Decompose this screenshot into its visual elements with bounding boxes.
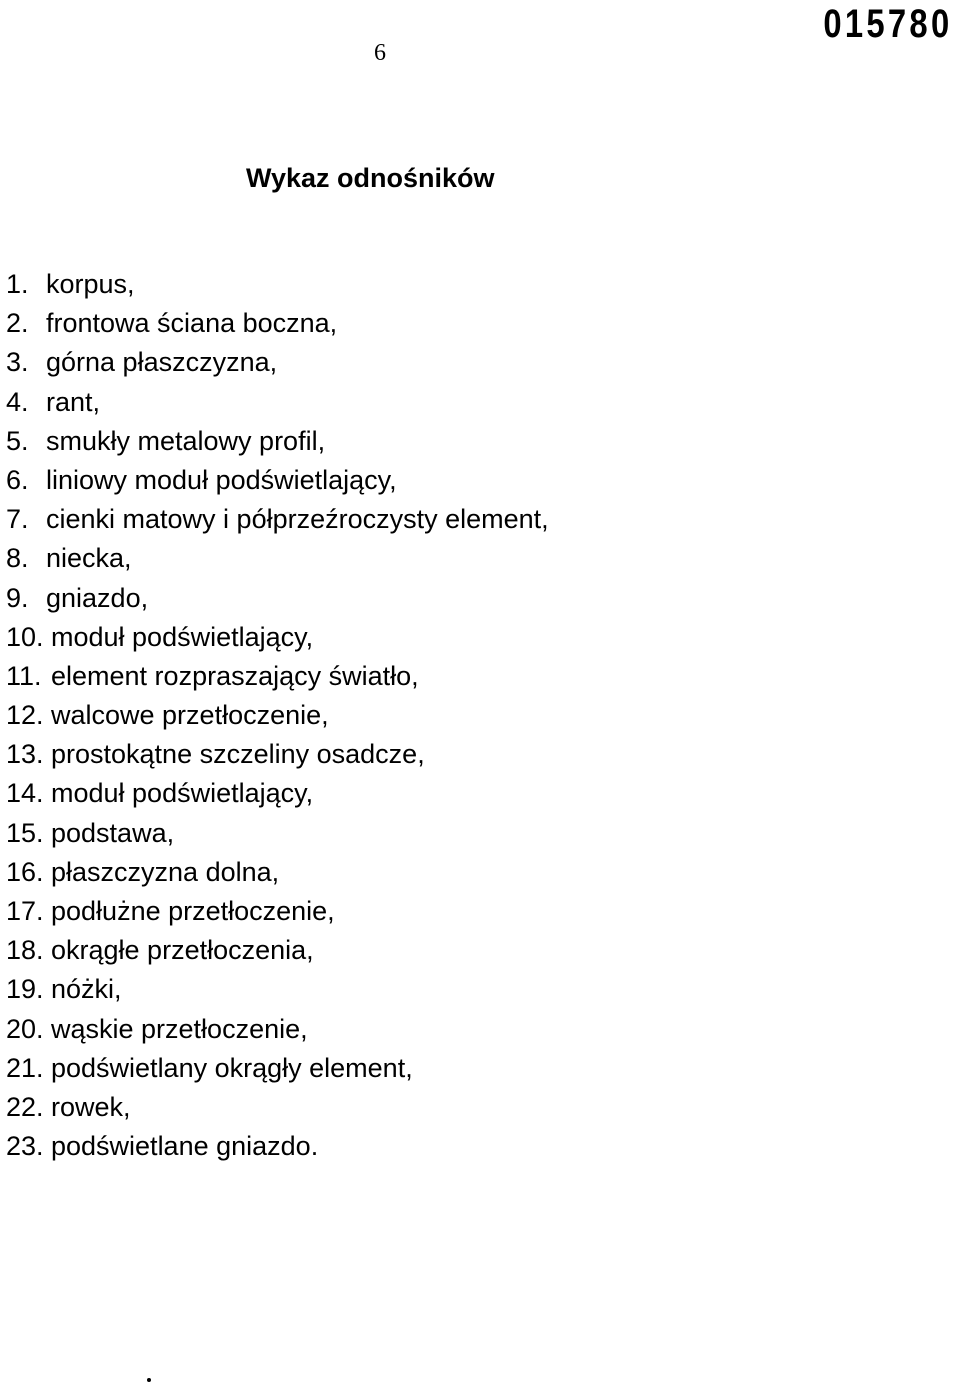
list-item-number: 11. (6, 660, 42, 691)
list-item-number: 9. (6, 582, 29, 613)
list-item (6, 579, 549, 618)
list-item (6, 1010, 549, 1049)
list-item-text: rant, (46, 386, 101, 417)
list-item (6, 383, 549, 422)
list-item-text: podłużne przetłoczenie, (51, 896, 335, 926)
list-item (6, 774, 549, 813)
list-item-number: 18. (6, 935, 44, 966)
list-item-number: 13. (6, 739, 44, 770)
list-item (6, 1088, 549, 1127)
list-item-number: 12. (6, 700, 44, 731)
list-item-number: 14. (6, 778, 44, 809)
list-item-number: 6. (6, 464, 29, 495)
list-item (6, 618, 549, 657)
stray-dot-mark (147, 1378, 151, 1382)
list-item-number: 17. (6, 896, 44, 926)
list-item-number: 21. (6, 1052, 44, 1083)
list-item (6, 735, 549, 774)
list-item-text: rowek, (51, 1091, 131, 1122)
list-item (6, 422, 549, 461)
list-item-number: 20. (6, 1013, 44, 1044)
list-item (6, 696, 549, 735)
list-item-text: nóżki, (51, 974, 122, 1005)
list-item-number: 23. (6, 1131, 44, 1162)
list-item (6, 1049, 549, 1088)
list-item (6, 657, 549, 696)
list-item (6, 343, 549, 382)
list-item-text: frontowa ściana boczna, (46, 308, 338, 339)
list-item-text: górna płaszczyzna, (46, 347, 278, 378)
list-item (6, 304, 549, 343)
page-number: 6 (374, 40, 386, 66)
list-item-text: podświetlane gniazdo. (51, 1131, 319, 1162)
page-title: Wykaz odnośników (246, 163, 495, 193)
list-item-text: korpus, (46, 269, 135, 299)
list-item-text: niecka, (46, 543, 132, 574)
document-number: 015780 (822, 2, 952, 46)
list-item-number: 7. (6, 504, 29, 535)
list-item-number: 15. (6, 817, 44, 848)
list-item-number: 8. (6, 543, 29, 574)
list-item (6, 500, 549, 539)
list-item-number: 10. (6, 621, 44, 652)
list-item-number: 5. (6, 425, 29, 456)
list-item-text: liniowy moduł podświetlający, (46, 464, 397, 495)
reference-list (6, 265, 549, 1166)
list-item-number: 4. (6, 386, 29, 417)
list-item (6, 892, 549, 931)
list-item (6, 461, 549, 500)
list-item-number: 3. (6, 347, 29, 378)
list-item-text: płaszczyzna dolna, (51, 856, 280, 887)
list-item-number: 2. (6, 308, 29, 339)
list-item-text: okrągłe przetłoczenia, (51, 935, 314, 966)
list-item-number: 1. (6, 269, 29, 299)
list-item-number: 22. (6, 1091, 44, 1122)
list-item-text: element rozpraszający światło, (51, 660, 419, 691)
list-item-text: wąskie przetłoczenie, (51, 1013, 308, 1044)
list-item (6, 265, 549, 304)
list-item-text: gniazdo, (46, 582, 149, 613)
list-item-text: moduł podświetlający, (51, 621, 314, 652)
list-item-text: podświetlany okrągły element, (51, 1052, 413, 1083)
list-item (6, 931, 549, 970)
list-item-text: podstawa, (51, 817, 175, 848)
list-item (6, 814, 549, 853)
list-item-number: 16. (6, 856, 44, 887)
list-item-text: prostokątne szczeliny osadcze, (51, 739, 425, 770)
list-item (6, 853, 549, 892)
list-item-text: smukły metalowy profil, (46, 425, 326, 456)
list-item-text: walcowe przetłoczenie, (51, 700, 329, 731)
list-item-text: moduł podświetlający, (51, 778, 314, 809)
list-item (6, 970, 549, 1009)
list-item-number: 19. (6, 974, 44, 1005)
list-item-text: cienki matowy i półprzeźroczysty element, (46, 504, 549, 535)
list-item (6, 1127, 549, 1166)
list-item (6, 539, 549, 578)
